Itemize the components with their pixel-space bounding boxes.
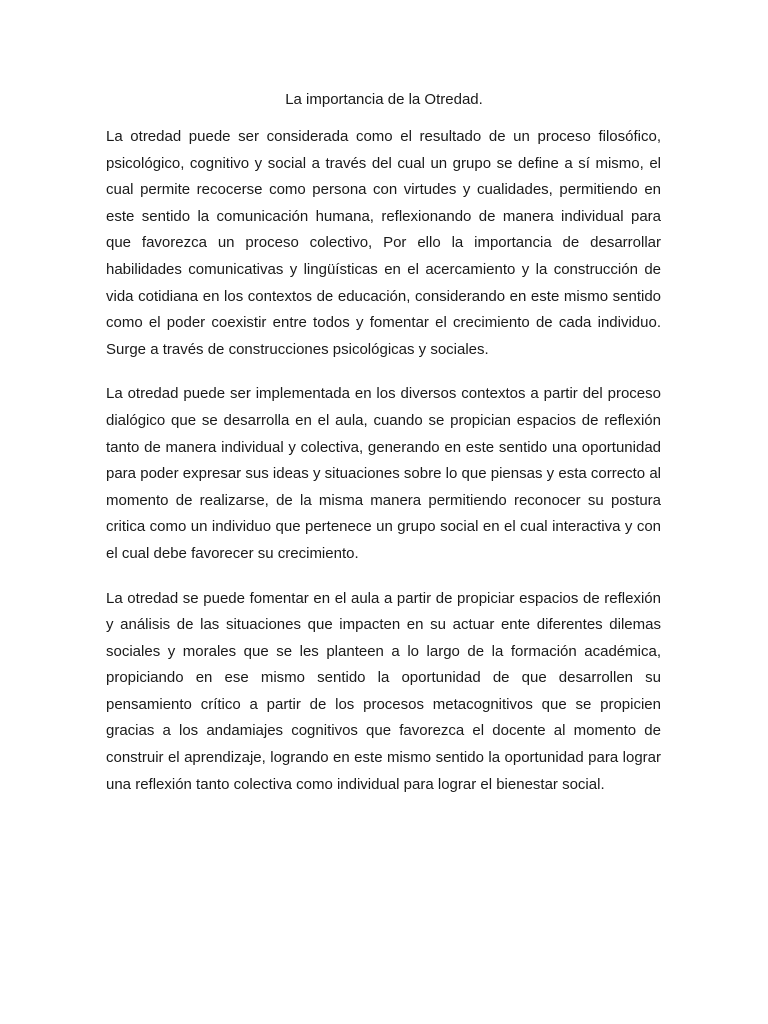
document-title: La importancia de la Otredad. <box>285 91 483 108</box>
paragraph-2: La otredad puede ser implementada en los diversos contextos a partir del proceso dialógico que se desarrolla en el aula, cuando se propician espacios de reflexión tanto de manera individual y colectiva, generando en este sentido una oportunidad para poder expresar sus ideas y situaciones sobre lo que piensas y esta correcto al momento de realizarse, de la misma manera permitiendo reconocer su postura critica como un individuo que pertenece un grupo social en el cual interactiva y con el cual debe favorecer su crecimiento. <box>106 385 661 562</box>
document-body <box>106 124 661 816</box>
paragraph-1: La otredad puede ser considerada como el resultado de un proceso filosófico, psicológico, cognitivo y social a través del cual un grupo se define a sí mismo, el cual permite recocerse como persona con virtudes y cualidades, permitiendo en este sentido la comunicación humana, reflexionando de manera individual para que favorezca un proceso colectivo, Por ello la importancia de desarrollar habilidades comunicativas y lingüísticas en el acercamiento y la construcción de vida cotidiana en los contextos de educación, considerando en este mismo sentido como el poder coexistir entre todos y fomentar el crecimiento de cada individuo. Surge a través de construcciones psicológicas y sociales. <box>106 128 661 358</box>
paragraph-3: La otredad se puede fomentar en el aula a partir de propiciar espacios de reflexión y análisis de las situaciones que impacten en su actuar ente diferentes dilemas sociales y morales que se les planteen a lo largo de la formación académica, propiciando en ese mismo sentido la oportunidad de que desarrollen su pensamiento crítico a partir de los procesos metacognitivos que se propicien gracias a los andamiajes cognitivos que favorezca el docente al momento de construir el aprendizaje, logrando en este mismo sentido la oportunidad para lograr una reflexión tanto colectiva como individual para lograr el bienestar social. <box>106 589 661 793</box>
